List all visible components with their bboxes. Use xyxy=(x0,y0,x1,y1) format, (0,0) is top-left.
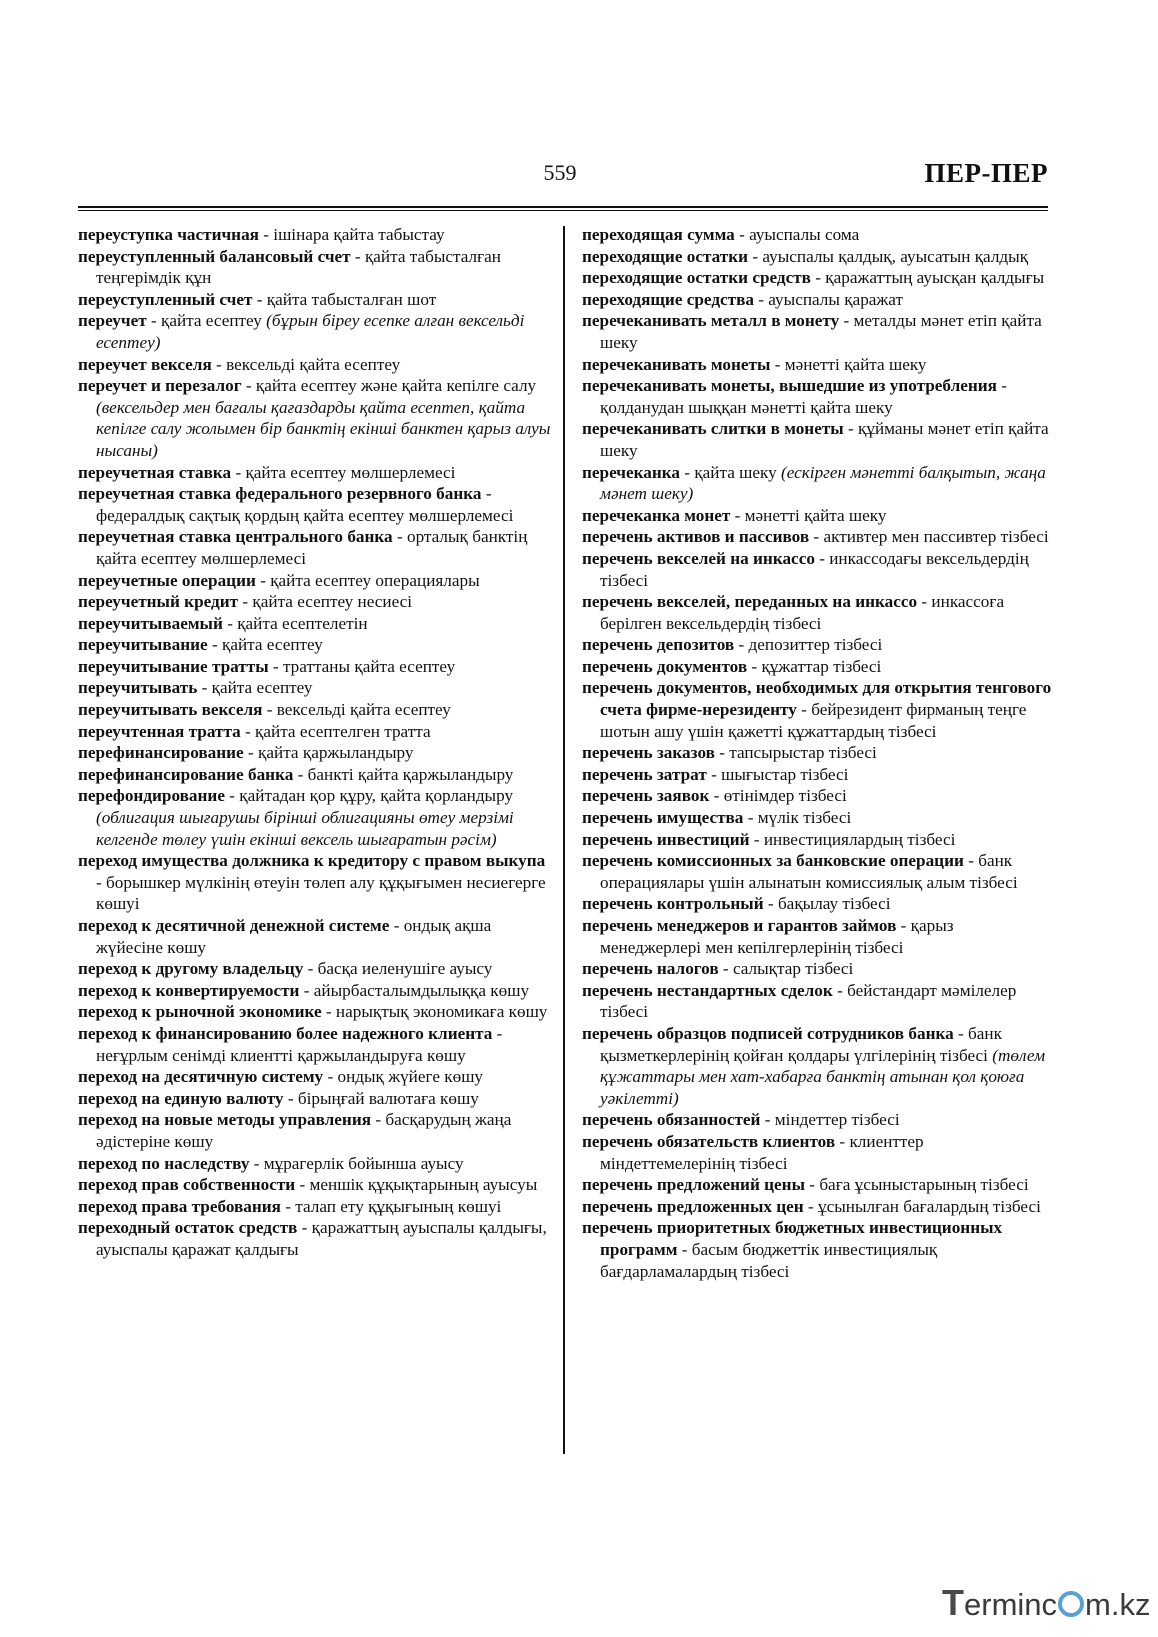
dictionary-entry xyxy=(78,246,553,289)
entry-definition: - депозиттер тізбесі xyxy=(734,635,883,655)
dictionary-entry xyxy=(78,526,553,569)
entry-term: перечень обязательств клиентов xyxy=(582,1131,836,1151)
entry-note: (ескірген мәнетті балқытып, жаңа мәнет шеку) xyxy=(600,462,1046,504)
dictionary-entry xyxy=(582,289,1052,311)
entry-definition: - инкассоға берілген вексельдердің тізбесі xyxy=(600,592,1005,633)
entry-term: перечень менеджеров и гарантов займов xyxy=(582,916,897,935)
entry-term: переход к десятичной денежной системе xyxy=(78,916,390,935)
entry-definition: - қайта шеку xyxy=(680,462,782,482)
dictionary-entry xyxy=(78,354,553,376)
dictionary-entry xyxy=(582,634,1052,656)
entry-term: перефинансирование xyxy=(78,743,244,763)
entry-definition: - активтер мен пассивтер тізбесі xyxy=(809,527,1049,547)
dictionary-entry xyxy=(582,418,1052,461)
entry-term: переуступленный счет xyxy=(78,289,253,309)
entry-definition: - талап ету құқығының көшуі xyxy=(280,1196,502,1216)
entry-definition: - баға ұсыныстарының тізбесі xyxy=(805,1175,1029,1195)
entry-definition: - борышкер мүлкінің өтеуін төлеп алу құқығымен несиегерге көшуі xyxy=(96,872,546,914)
dictionary-entry xyxy=(582,310,1052,353)
entry-term: перечень образцов подписей сотрудников банка xyxy=(582,1023,954,1043)
entry-term: переуступка частичная xyxy=(78,225,259,244)
entry-definition: - бейрезидент фирманың теңге шотын ашу үшін қажетті құжаттардың тізбесі xyxy=(600,700,1027,741)
entry-term: переучитываемый xyxy=(78,613,223,633)
entry-term: переход к другому владельцу xyxy=(78,959,304,979)
entry-definition: - салықтар тізбесі xyxy=(718,959,854,979)
entry-term: перечень нестандартных сделок xyxy=(582,980,833,1000)
entry-term: перечень векселей на инкассо xyxy=(582,548,815,568)
entry-definition: - инвестициялардың тізбесі xyxy=(749,829,956,849)
entry-term: перечень заявок xyxy=(582,786,710,806)
dictionary-entry xyxy=(582,980,1052,1023)
dictionary-entry xyxy=(78,1023,553,1066)
dictionary-entry xyxy=(582,1174,1052,1196)
entry-term: перечеканка xyxy=(582,462,680,482)
entry-term: переход к конвертируемости xyxy=(78,980,300,1000)
entry-term: перефинансирование банка xyxy=(78,764,294,784)
entry-term: переход права требования xyxy=(78,1196,281,1216)
dictionary-entry xyxy=(582,526,1052,548)
entry-definition: - ауыспалы қаражат xyxy=(753,289,903,309)
entry-definition: - басым бюджеттік инвестициялық бағдарламалардың тізбесі xyxy=(600,1239,938,1281)
dictionary-entry xyxy=(78,462,553,484)
entry-definition: - қаражаттың ауысқан қалдығы xyxy=(810,268,1045,288)
dictionary-entry xyxy=(78,483,553,526)
dictionary-entry xyxy=(78,677,553,699)
dictionary-entry xyxy=(78,1001,553,1023)
dictionary-entry xyxy=(582,677,1052,742)
entry-definition: - тапсырыстар тізбесі xyxy=(714,743,877,763)
entry-note: (облигация шығарушы бірінші облигацияны өтеу мерзімі келгенде төлеу үшін екінші вексель шығаратын рәсім) xyxy=(96,808,514,849)
entry-term: переучетная ставка федерального резервного банка xyxy=(78,484,482,504)
entry-definition: - федералдық сақтық қордың қайта есептеу мөлшерлемесі xyxy=(96,484,514,525)
entry-term: переучитывание тратты xyxy=(78,656,269,676)
entry-definition: - қарыз менеджерлері мен кепілгерлерінің тізбесі xyxy=(600,916,954,957)
entry-term: перечеканивать слитки в монеты xyxy=(582,419,844,439)
dictionary-entry xyxy=(78,1217,553,1260)
entry-definition: - металды мәнет етіп қайта шеку xyxy=(600,311,1042,352)
entry-definition: - өтінімдер тізбесі xyxy=(709,786,847,806)
entry-definition: - қайта есептеу операциялары xyxy=(255,570,480,590)
entry-term: переучетные операции xyxy=(78,570,256,590)
entry-definition: - ішінара қайта табыстау xyxy=(258,225,445,244)
left-column xyxy=(78,224,553,1261)
entry-definition: - нарықтық экономикаға көшу xyxy=(321,1002,548,1022)
logo-circle-icon xyxy=(1058,1591,1084,1617)
entry-term: перечень обязанностей xyxy=(582,1110,761,1130)
dictionary-entry xyxy=(582,742,1052,764)
entry-definition: - мәнетті қайта шеку xyxy=(770,354,927,374)
entry-term: переучет векселя xyxy=(78,354,212,374)
dictionary-entry xyxy=(78,1153,553,1175)
entry-term: перечень имущества xyxy=(582,808,744,828)
entry-term: переход по наследству xyxy=(78,1153,250,1173)
page-number: 559 xyxy=(543,160,577,185)
entry-term: переучет и перезалог xyxy=(78,376,242,396)
dictionary-entry xyxy=(582,462,1052,505)
dictionary-entry xyxy=(78,1196,553,1218)
entry-term: переучетный кредит xyxy=(78,592,239,612)
entry-definition: - банк операциялары үшін алынатын комиссиялық алым тізбесі xyxy=(600,851,1018,892)
entry-definition: - бақылау тізбесі xyxy=(763,894,891,914)
entry-term: переучет xyxy=(78,311,147,331)
dictionary-entry xyxy=(78,915,553,958)
entry-definition: - ауыспалы сома xyxy=(734,225,860,244)
running-head: ПЕР-ПЕР xyxy=(924,158,1048,188)
dictionary-entry xyxy=(582,548,1052,591)
entry-definition: - қолданудан шыққан мәнетті қайта шеку xyxy=(600,376,1008,417)
dictionary-entry xyxy=(582,1131,1052,1174)
dictionary-entry xyxy=(78,224,553,246)
entry-definition: - ұсынылған бағалардың тізбесі xyxy=(803,1196,1041,1216)
dictionary-entry xyxy=(78,785,553,850)
entry-term: перечеканивать металл в монету xyxy=(582,311,840,331)
dictionary-entry xyxy=(582,505,1052,527)
entry-term: перечень заказов xyxy=(582,743,715,763)
dictionary-entry xyxy=(582,591,1052,634)
entry-definition: - мәнетті қайта шеку xyxy=(730,505,887,525)
dictionary-entry xyxy=(582,829,1052,851)
dictionary-entry xyxy=(582,764,1052,786)
entry-term: переучитывание xyxy=(78,635,208,655)
entry-term: переуступленный балансовый счет xyxy=(78,246,351,266)
header-rule-thin xyxy=(78,210,1048,211)
entry-definition: - ауыспалы қалдық, ауысатын қалдық xyxy=(748,246,1029,266)
entry-definition: - банк қызметкерлерінің қойған қолдары үлгілерінің тізбесі xyxy=(600,1023,1002,1065)
dictionary-entry xyxy=(78,591,553,613)
dictionary-entry xyxy=(582,1023,1052,1109)
entry-term: переучитывать векселя xyxy=(78,700,263,720)
entry-term: перечеканивать монеты xyxy=(582,354,771,374)
entry-term: перечень контрольный xyxy=(582,894,764,914)
entry-definition: - құйманы мәнет етіп қайта шеку xyxy=(600,419,1049,460)
dictionary-entry xyxy=(582,1217,1052,1282)
entry-definition: - қайта есептелген тратта xyxy=(240,721,431,741)
entry-term: перечеканивать монеты, вышедшие из употребления xyxy=(582,376,997,396)
entry-term: переходный остаток средств xyxy=(78,1218,298,1238)
dictionary-entry xyxy=(78,289,553,311)
dictionary-entry xyxy=(78,375,553,461)
dictionary-entry xyxy=(78,1088,553,1110)
entry-note: (бұрын біреу есепке алған вексельді есептеу) xyxy=(96,311,525,352)
entry-term: переучтенная тратта xyxy=(78,721,241,741)
entry-term: перечень активов и пассивов xyxy=(582,527,810,547)
entry-term: переучетная ставка xyxy=(78,462,232,482)
entry-term: перечень приоритетных бюджетных инвестиционных программ xyxy=(582,1218,1003,1259)
dictionary-entry xyxy=(78,613,553,635)
entry-term: переход имущества должника к кредитору с правом выкупа xyxy=(78,851,546,871)
dictionary-entry xyxy=(78,570,553,592)
entry-definition: - шығыстар тізбесі xyxy=(706,764,849,784)
entry-definition: - қайта есептеу және қайта кепілге салу xyxy=(241,376,537,396)
entry-definition: - орталық банктің қайта есептеу мөлшерлемесі xyxy=(96,527,528,568)
dictionary-entry xyxy=(78,699,553,721)
dictionary-entry xyxy=(78,1109,553,1152)
entry-definition: - мұрагерлік бойынша ауысу xyxy=(249,1153,464,1173)
dictionary-entry xyxy=(78,1174,553,1196)
entry-term: переход на десятичную систему xyxy=(78,1067,324,1087)
entry-definition: - банкті қайта қаржыландыру xyxy=(293,764,514,784)
entry-definition: - қайтадан қор құру, қайта қорландыру xyxy=(224,786,514,806)
entry-term: переходящие остатки xyxy=(582,246,749,266)
dictionary-entry xyxy=(582,246,1052,268)
dictionary-entry xyxy=(582,375,1052,418)
right-column xyxy=(582,224,1052,1282)
dictionary-entry xyxy=(78,310,553,353)
dictionary-entry xyxy=(582,807,1052,829)
dictionary-entry xyxy=(582,1196,1052,1218)
dictionary-entry xyxy=(582,915,1052,958)
entry-term: переходящие остатки средств xyxy=(582,268,811,288)
entry-definition: - инкассодағы вексельдердің тізбесі xyxy=(600,548,1029,590)
entry-note: (төлем құжаттары мен хат-хабарға банктің атынан қол қоюға уәкілетті) xyxy=(600,1045,1046,1108)
entry-definition: - ондық жүйеге көшу xyxy=(323,1067,484,1087)
dictionary-entry xyxy=(78,656,553,678)
entry-definition: - басқа иеленушіге ауысу xyxy=(303,959,493,979)
entry-term: переход к рыночной экономике xyxy=(78,1002,322,1022)
entry-definition: - қаражаттың ауыспалы қалдығы, ауыспалы қаражат қалдығы xyxy=(96,1218,547,1259)
entry-definition: - неғұрлым сенімді клиентті қаржыландыруға көшу xyxy=(96,1023,503,1065)
entry-term: переучитывать xyxy=(78,678,198,698)
entry-definition: - вексельді қайта есептеу xyxy=(211,354,401,374)
entry-note: (вексельдер мен бағалы қағаздарды қайта есептеп, қайта кепілге салу жолымен бір банктің екінші банктен қарыз алуы нысаны) xyxy=(96,397,551,460)
entry-term: перечень векселей, переданных на инкассо xyxy=(582,592,918,612)
dictionary-entry xyxy=(582,893,1052,915)
dictionary-entry xyxy=(582,958,1052,980)
entry-definition: - бейстандарт мәмілелер тізбесі xyxy=(600,980,1017,1022)
entry-definition: - қайта есептеу xyxy=(197,678,313,698)
entry-definition: - траттаны қайта есептеу xyxy=(268,656,456,676)
entry-term: переход на единую валюту xyxy=(78,1088,284,1108)
entry-term: перечень документов, необходимых для открытия тенгового счета фирме-нерезиденту xyxy=(582,678,1052,720)
entry-definition: - клиенттер міндеттемелерінің тізбесі xyxy=(600,1131,924,1173)
entry-term: перечень документов xyxy=(582,656,748,676)
dictionary-entry xyxy=(78,764,553,786)
dictionary-entry xyxy=(582,1109,1052,1131)
entry-term: перечеканка монет xyxy=(582,505,731,525)
entry-term: перечень инвестиций xyxy=(582,829,750,849)
column-divider xyxy=(563,226,565,1454)
entry-definition: - қайта қаржыландыру xyxy=(243,743,414,763)
dictionary-entry xyxy=(582,656,1052,678)
dictionary-entry xyxy=(78,958,553,980)
entry-definition: - қайта табысталған шот xyxy=(252,289,437,309)
dictionary-entry xyxy=(78,634,553,656)
entry-term: переход прав собственности xyxy=(78,1175,296,1195)
entry-definition: - құжаттар тізбесі xyxy=(747,656,882,676)
dictionary-entry xyxy=(78,980,553,1002)
dictionary-entry xyxy=(78,742,553,764)
entry-definition: - бірыңғай валютаға көшу xyxy=(283,1088,479,1108)
dictionary-entry xyxy=(78,721,553,743)
entry-definition: - қайта есептеу xyxy=(146,311,267,331)
dictionary-entry xyxy=(582,785,1052,807)
entry-definition: - айырбасталымдылыққа көшу xyxy=(299,980,530,1000)
entry-term: переход на новые методы управления xyxy=(78,1110,372,1130)
dictionary-entry xyxy=(582,267,1052,289)
entry-definition: - мүлік тізбесі xyxy=(743,808,852,828)
entry-term: переход к финансированию более надежного клиента xyxy=(78,1023,493,1043)
entry-definition: - вексельді қайта есептеу xyxy=(262,700,451,720)
entry-term: перефондирование xyxy=(78,786,225,806)
entry-definition: - меншік құқықтарының ауысуы xyxy=(295,1175,538,1195)
entry-definition: - міндеттер тізбесі xyxy=(760,1110,900,1130)
termincom-logo: Terminc m.kz xyxy=(942,1582,1151,1623)
entry-term: переучетная ставка центрального банка xyxy=(78,527,393,547)
header-rule xyxy=(78,206,1048,208)
entry-definition: - басқарудың жаңа әдістеріне көшу xyxy=(96,1110,512,1151)
entry-definition: - қайта табысталған теңгерімдік құн xyxy=(96,246,501,288)
dictionary-entry xyxy=(582,850,1052,893)
entry-definition: - қайта есептелетін xyxy=(222,613,368,633)
entry-definition: - қайта есептеу несиесі xyxy=(238,592,413,612)
entry-term: перечень депозитов xyxy=(582,635,735,655)
entry-term: перечень затрат xyxy=(582,764,707,784)
entry-term: переходящие средства xyxy=(582,289,754,309)
entry-definition: - қайта есептеу мөлшерлемесі xyxy=(231,462,456,482)
entry-term: переходящая сумма xyxy=(582,225,735,244)
dictionary-entry xyxy=(582,224,1052,246)
dictionary-entry xyxy=(582,354,1052,376)
entry-definition: - ондық ақша жүйесіне көшу xyxy=(96,916,492,957)
entry-term: перечень предложенных цен xyxy=(582,1196,804,1216)
entry-definition: - қайта есептеу xyxy=(207,635,323,655)
dictionary-entry xyxy=(78,850,553,915)
entry-term: перечень налогов xyxy=(582,959,719,979)
entry-term: перечень комиссионных за банковские операции xyxy=(582,851,964,871)
entry-term: перечень предложений цены xyxy=(582,1175,805,1195)
dictionary-entry xyxy=(78,1066,553,1088)
